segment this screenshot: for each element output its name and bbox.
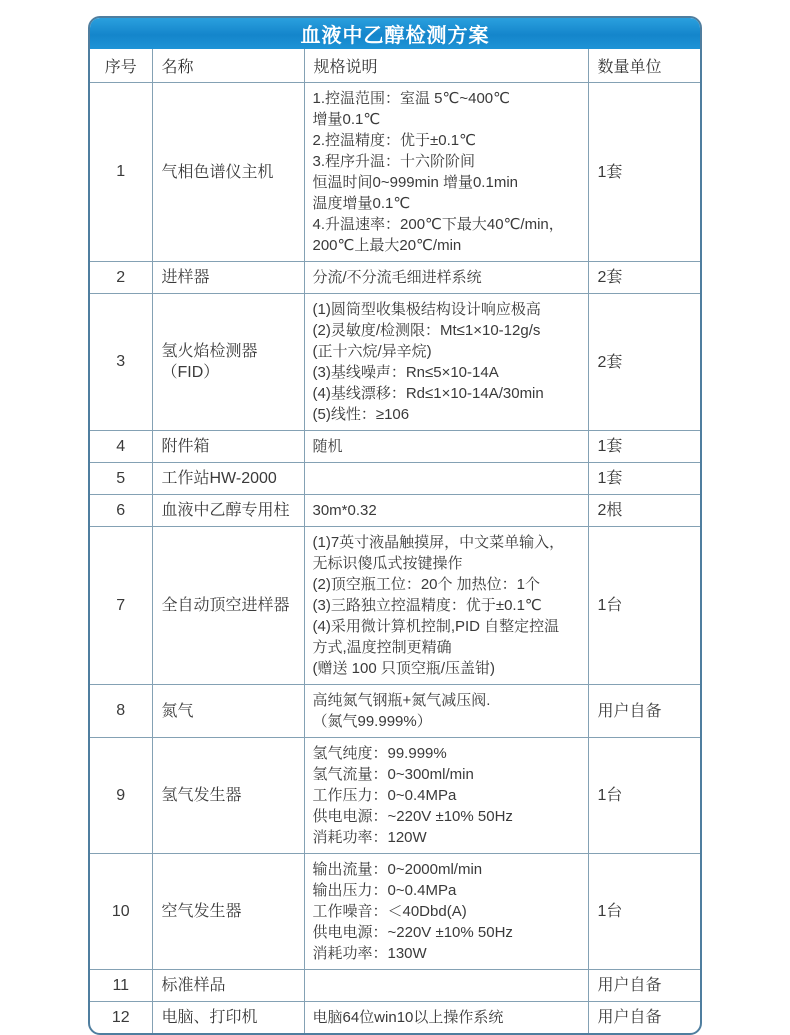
table-row <box>90 262 700 294</box>
spec-line: 200℃上最大20℃/min <box>312 237 462 254</box>
spec-line: 高纯氮气钢瓶+氮气减压阀. <box>312 692 491 709</box>
cell-spec <box>304 431 588 463</box>
spec-line: 工作压力：0~0.4MPa <box>312 787 457 804</box>
spec-line: 供电电源：~220V ±10% 50Hz <box>312 808 513 825</box>
table-row <box>90 83 700 262</box>
spec-line: 消耗功率：130W <box>312 945 427 962</box>
page-title: 血液中乙醇检测方案 <box>90 18 700 49</box>
cell-name: 氮气 <box>152 685 304 738</box>
spec-table-sheet <box>88 16 702 1035</box>
cell-qty: 1套 <box>588 83 700 262</box>
spec-line: (4)采用微计算机控制,PID 自整定控温 <box>312 618 560 635</box>
spec-line: (1)7英寸液晶触摸屏，中文菜单输入， <box>312 534 565 551</box>
cell-no: 4 <box>90 431 152 463</box>
cell-name: 空气发生器 <box>152 854 304 970</box>
cell-no: 10 <box>90 854 152 970</box>
spec-line: (赠送 100 只顶空瓶/压盖钳) <box>312 660 496 677</box>
spec-line: 3.程序升温：十六阶阶间 <box>312 153 476 170</box>
cell-qty: 1台 <box>588 527 700 685</box>
table-row <box>90 738 700 854</box>
cell-no: 11 <box>90 970 152 1002</box>
cell-qty: 用户自备 <box>588 970 700 1002</box>
cell-no: 2 <box>90 262 152 294</box>
cell-spec <box>304 294 588 431</box>
cell-spec <box>304 83 588 262</box>
table-row <box>90 294 700 431</box>
spec-line: 无标识傻瓜式按键操作 <box>312 555 463 572</box>
column-header-qty: 数量单位 <box>588 49 700 83</box>
column-header-spec: 规格说明 <box>304 49 588 83</box>
cell-qty: 1台 <box>588 854 700 970</box>
cell-no: 3 <box>90 294 152 431</box>
column-header-name: 名称 <box>152 49 304 83</box>
table-body <box>90 83 700 1034</box>
cell-spec <box>304 262 588 294</box>
cell-no: 12 <box>90 1002 152 1034</box>
spec-line: 方式,温度控制更精确 <box>312 639 452 656</box>
spec-line: 温度增量0.1℃ <box>312 195 411 212</box>
table-row <box>90 685 700 738</box>
cell-qty: 用户自备 <box>588 685 700 738</box>
spec-line: 增量0.1℃ <box>312 111 381 128</box>
spec-line: (4)基线漂移：Rd≤1×10-14A/30min <box>312 385 544 402</box>
cell-spec <box>304 738 588 854</box>
spec-line: (3)基线噪声：Rn≤5×10-14A <box>312 364 499 381</box>
spec-line: (1)圆筒型收集极结构设计响应极高 <box>312 301 541 318</box>
cell-qty: 用户自备 <box>588 1002 700 1034</box>
spec-line: 恒温时间0~999min 增量0.1min <box>312 174 518 191</box>
cell-spec <box>304 854 588 970</box>
cell-name: 氢火焰检测器（FID） <box>152 294 304 431</box>
cell-name: 标准样品 <box>152 970 304 1002</box>
cell-spec <box>304 463 588 495</box>
cell-qty: 2根 <box>588 495 700 527</box>
table-row <box>90 431 700 463</box>
cell-name: 电脑、打印机 <box>152 1002 304 1034</box>
cell-name: 进样器 <box>152 262 304 294</box>
cell-spec <box>304 527 588 685</box>
cell-no: 5 <box>90 463 152 495</box>
cell-spec <box>304 970 588 1002</box>
table-header-row <box>90 49 700 83</box>
cell-spec <box>304 685 588 738</box>
spec-line: 随机 <box>312 438 343 455</box>
spec-line: （氮气99.999%） <box>312 713 432 730</box>
spec-line: 电脑64位win10以上操作系统 <box>312 1009 504 1026</box>
cell-name: 附件箱 <box>152 431 304 463</box>
spec-line: 30m*0.32 <box>312 502 377 519</box>
table-row <box>90 463 700 495</box>
cell-spec <box>304 495 588 527</box>
cell-spec <box>304 1002 588 1034</box>
spec-line: 输出流量：0~2000ml/min <box>312 861 483 878</box>
table-row <box>90 495 700 527</box>
table-row <box>90 1002 700 1034</box>
spec-line: 分流/不分流毛细进样系统 <box>312 269 482 286</box>
spec-line: 2.控温精度：优于±0.1℃ <box>312 132 476 149</box>
spec-line: (3)三路独立控温精度：优于±0.1℃ <box>312 597 542 614</box>
table-row <box>90 527 700 685</box>
cell-name: 工作站HW-2000 <box>152 463 304 495</box>
spec-line: 1.控温范围：室温 5℃~400℃ <box>312 90 510 107</box>
cell-qty: 1套 <box>588 431 700 463</box>
cell-no: 9 <box>90 738 152 854</box>
spec-line: 氢气纯度：99.999% <box>312 745 447 762</box>
cell-qty: 1套 <box>588 463 700 495</box>
cell-no: 1 <box>90 83 152 262</box>
cell-no: 7 <box>90 527 152 685</box>
cell-name: 气相色谱仪主机 <box>152 83 304 262</box>
cell-no: 8 <box>90 685 152 738</box>
cell-name: 全自动顶空进样器 <box>152 527 304 685</box>
spec-line: 供电电源：~220V ±10% 50Hz <box>312 924 513 941</box>
spec-line: 消耗功率：120W <box>312 829 427 846</box>
cell-name: 血液中乙醇专用柱 <box>152 495 304 527</box>
table-row <box>90 854 700 970</box>
spec-line: (5)线性：≥106 <box>312 406 410 423</box>
spec-line: (2)灵敏度/检测限：Mt≤1×10-12g/s <box>312 322 541 339</box>
spec-line: 氢气流量：0~300ml/min <box>312 766 474 783</box>
spec-line: 工作噪音：＜40Dbd(A) <box>312 903 467 920</box>
spec-table <box>90 49 700 1033</box>
spec-line: (正十六烷/异辛烷) <box>312 343 432 360</box>
spec-line: 4.升温速率：200℃下最大40℃/min， <box>312 216 564 233</box>
cell-no: 6 <box>90 495 152 527</box>
cell-qty: 1台 <box>588 738 700 854</box>
cell-qty: 2套 <box>588 294 700 431</box>
cell-qty: 2套 <box>588 262 700 294</box>
spec-line: 输出压力：0~0.4MPa <box>312 882 457 899</box>
column-header-no: 序号 <box>90 49 152 83</box>
table-row <box>90 970 700 1002</box>
cell-name: 氢气发生器 <box>152 738 304 854</box>
spec-line: (2)顶空瓶工位：20个 加热位：1个 <box>312 576 541 593</box>
